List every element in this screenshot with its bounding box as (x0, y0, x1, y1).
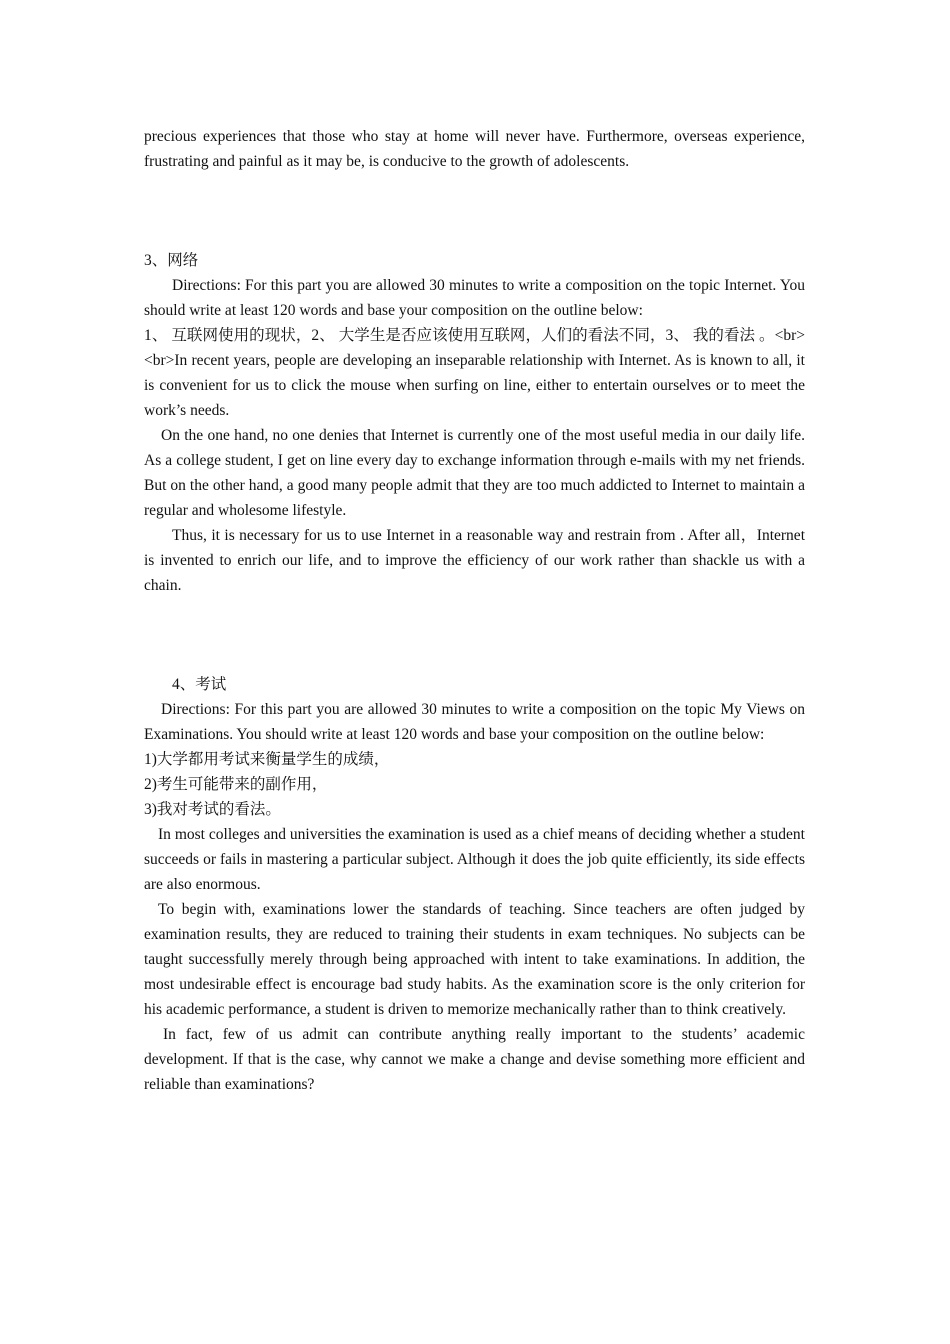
section3-directions: Directions: For this part you are allowed 30 minutes to write a composition on the topic Internet. You should write at least 120 words and base your composition on the outline below: (144, 277, 805, 319)
section4-outline-item: 1)大学都用考试来衡量学生的成绩， (144, 751, 390, 768)
section3-heading: 3、网络 (144, 252, 199, 269)
section3-conclusion: Thus, it is necessary for us to use Internet in a reasonable way and restrain from . After all，Internet is invented to enrich our life, and to improve the efficiency of our work rather than shackle us with a chain. (144, 527, 805, 594)
document-page (144, 124, 805, 1097)
section4-outline-item: 2)考生可能带来的副作用， (144, 776, 328, 793)
section3-body-paragraph: On the one hand, no one denies that Internet is currently one of the most useful media in our daily life. As a college student, I get on line every day to exchange information through e-mails with my net friends. But on the other hand, a good many people admit that they are too much addicted to Internet to maintain a regular and wholesome lifestyle. (144, 427, 805, 519)
section3-outline-and-intro: 1、 互联网使用的现状，2、 大学生是否应该使用互联网，人们的看法不同，3、 我的看法 。<br><br>In recent years, people are developing an inseparable relationship with Internet. As is known to all, it is convenient for us to click the mouse when surfing on line, either to entertain ourselves or to meet the work’s needs. (144, 327, 805, 419)
section2-tail-paragraph: precious experiences that those who stay at home will never have. Furthermore, overseas experience, frustrating and painful as it may be, is conducive to the growth of adolescents. (144, 128, 805, 170)
section4-heading: 4、考试 (172, 676, 227, 693)
section4-conclusion: In fact, few of us admit can contribute anything really important to the students’ academic development. If that is the case, why cannot we make a change and devise something more efficient and reliable than examinations? (144, 1026, 805, 1093)
section4-intro: In most colleges and universities the examination is used as a chief means of deciding whether a student succeeds or fails in mastering a particular subject. Although it does the job quite efficiently, its side effects are also enormous. (144, 826, 805, 893)
section4-outline-item: 3)我对考试的看法。 (144, 801, 281, 818)
section4-directions: Directions: For this part you are allowed 30 minutes to write a composition on the topic My Views on Examinations. You should write at least 120 words and base your composition on the outline below: (144, 701, 805, 743)
section-spacer (144, 598, 805, 672)
section-spacer (144, 174, 805, 248)
section4-body-paragraph: To begin with, examinations lower the standards of teaching. Since teachers are often judged by examination results, they are reduced to training their students in exam techniques. No subjects can be taught successfully merely through being approached with intent to take examinations. In addition, the most undesirable effect is encourage bad study habits. As the examination score is the only criterion for his academic performance, a student is driven to memorize mechanically rather than to think creatively. (144, 901, 805, 1018)
